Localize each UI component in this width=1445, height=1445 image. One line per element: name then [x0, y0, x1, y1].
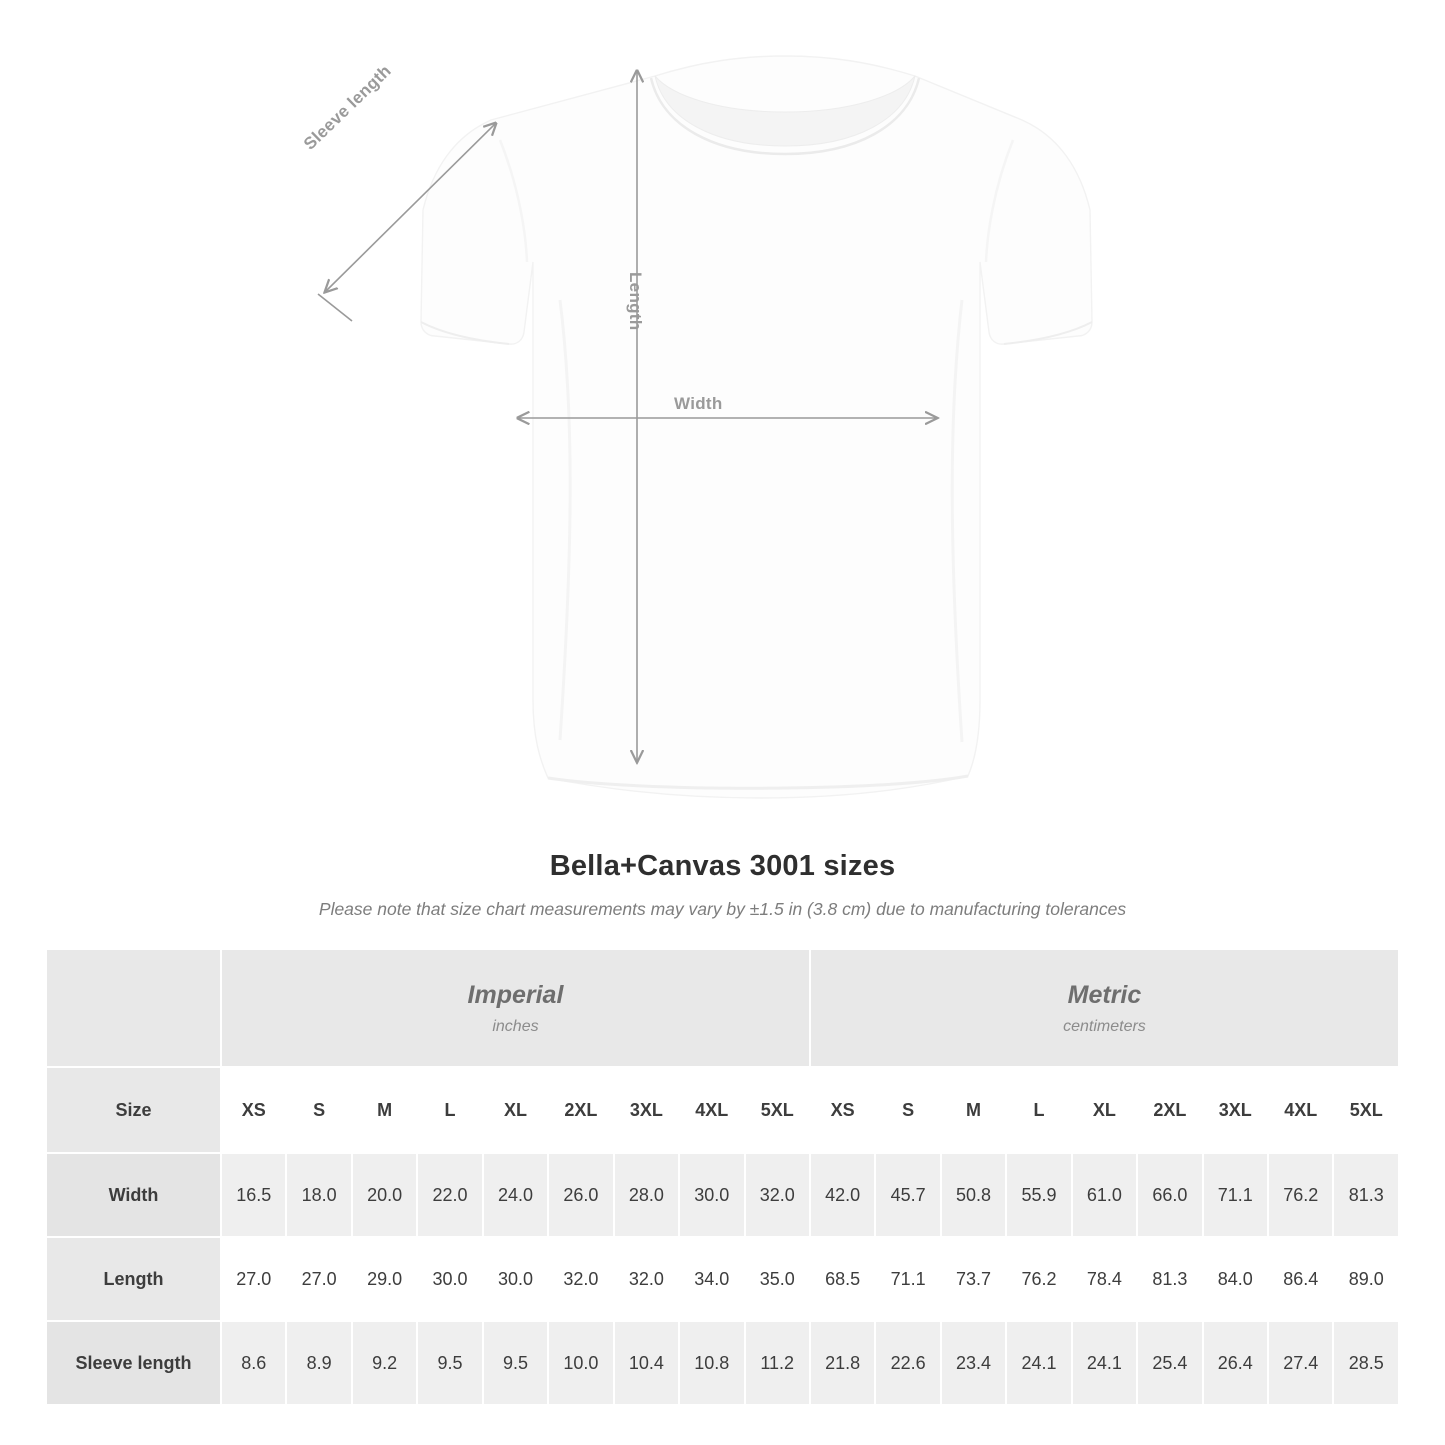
size-col-m-imperial: M — [352, 1067, 417, 1153]
cell-length-0: 27.0 — [221, 1237, 286, 1321]
size-col-m-metric: M — [941, 1067, 1006, 1153]
cell-width-9: 42.0 — [810, 1153, 875, 1237]
size-table-wrapper — [45, 948, 1400, 1406]
cell-width-17: 81.3 — [1333, 1153, 1399, 1237]
size-col-4xl-metric: 4XL — [1268, 1067, 1333, 1153]
width-label: Width — [674, 394, 723, 413]
cell-length-13: 78.4 — [1072, 1237, 1137, 1321]
size-col-s-metric: S — [875, 1067, 940, 1153]
cell-width-13: 61.0 — [1072, 1153, 1137, 1237]
tshirt-shape — [421, 56, 1092, 798]
sleeve-length-label: Sleeve length — [300, 61, 395, 154]
cell-sleeve-12: 24.1 — [1006, 1321, 1071, 1405]
size-col-xl-imperial: XL — [483, 1067, 548, 1153]
row-label-width: Width — [46, 1153, 221, 1237]
cell-sleeve-9: 21.8 — [810, 1321, 875, 1405]
cell-width-0: 16.5 — [221, 1153, 286, 1237]
cell-length-8: 35.0 — [745, 1237, 810, 1321]
tolerance-note: Please note that size chart measurements may vary by ±1.5 in (3.8 cm) due to manufacturing tolerances — [318, 899, 1127, 919]
cell-width-15: 71.1 — [1203, 1153, 1268, 1237]
cell-width-16: 76.2 — [1268, 1153, 1333, 1237]
cell-width-10: 45.7 — [875, 1153, 940, 1237]
size-col-s-imperial: S — [286, 1067, 351, 1153]
unit-metric-sub: centimeters — [1063, 1017, 1146, 1035]
size-col-l-imperial: L — [417, 1067, 482, 1153]
cell-length-10: 71.1 — [875, 1237, 940, 1321]
cell-length-7: 34.0 — [679, 1237, 744, 1321]
cell-sleeve-4: 9.5 — [483, 1321, 548, 1405]
cell-length-14: 81.3 — [1137, 1237, 1202, 1321]
cell-width-14: 66.0 — [1137, 1153, 1202, 1237]
size-header-row — [46, 1067, 1399, 1153]
cell-length-2: 29.0 — [352, 1237, 417, 1321]
cell-width-2: 20.0 — [352, 1153, 417, 1237]
cell-length-5: 32.0 — [548, 1237, 613, 1321]
size-col-5xl-metric: 5XL — [1333, 1067, 1399, 1153]
cell-sleeve-11: 23.4 — [941, 1321, 1006, 1405]
cell-width-6: 28.0 — [614, 1153, 679, 1237]
unit-group-metric — [810, 949, 1399, 1067]
cell-sleeve-8: 11.2 — [745, 1321, 810, 1405]
table-row-sleeve-length — [46, 1321, 1399, 1405]
cell-sleeve-7: 10.8 — [679, 1321, 744, 1405]
size-chart-header — [0, 850, 1445, 920]
length-label: Length — [626, 272, 645, 331]
page-title: Bella+Canvas 3001 sizes — [549, 850, 896, 882]
table-row-width — [46, 1153, 1399, 1237]
row-label-sleeve-length: Sleeve length — [46, 1321, 221, 1405]
cell-length-4: 30.0 — [483, 1237, 548, 1321]
size-col-xs-metric: XS — [810, 1067, 875, 1153]
cell-width-5: 26.0 — [548, 1153, 613, 1237]
cell-length-15: 84.0 — [1203, 1237, 1268, 1321]
cell-width-8: 32.0 — [745, 1153, 810, 1237]
size-col-4xl-imperial: 4XL — [679, 1067, 744, 1153]
cell-sleeve-3: 9.5 — [417, 1321, 482, 1405]
cell-length-11: 73.7 — [941, 1237, 1006, 1321]
size-col-l-metric: L — [1006, 1067, 1071, 1153]
unit-metric-name: Metric — [1067, 980, 1142, 1009]
cell-sleeve-14: 25.4 — [1137, 1321, 1202, 1405]
unit-imperial-name: Imperial — [467, 980, 564, 1009]
size-col-2xl-metric: 2XL — [1137, 1067, 1202, 1153]
cell-width-7: 30.0 — [679, 1153, 744, 1237]
size-col-5xl-imperial: 5XL — [745, 1067, 810, 1153]
cell-sleeve-13: 24.1 — [1072, 1321, 1137, 1405]
unit-group-imperial — [221, 949, 810, 1067]
cell-length-1: 27.0 — [286, 1237, 351, 1321]
cell-length-16: 86.4 — [1268, 1237, 1333, 1321]
size-col-2xl-imperial: 2XL — [548, 1067, 613, 1153]
cell-sleeve-5: 10.0 — [548, 1321, 613, 1405]
size-chart-table — [45, 948, 1400, 1406]
table-corner-cell — [46, 949, 221, 1067]
cell-width-11: 50.8 — [941, 1153, 1006, 1237]
size-col-3xl-metric: 3XL — [1203, 1067, 1268, 1153]
size-row-label: Size — [46, 1067, 221, 1153]
cell-width-4: 24.0 — [483, 1153, 548, 1237]
cell-width-3: 22.0 — [417, 1153, 482, 1237]
cell-sleeve-2: 9.2 — [352, 1321, 417, 1405]
cell-sleeve-16: 27.4 — [1268, 1321, 1333, 1405]
cell-length-17: 89.0 — [1333, 1237, 1399, 1321]
cell-length-6: 32.0 — [614, 1237, 679, 1321]
cell-width-1: 18.0 — [286, 1153, 351, 1237]
cell-sleeve-1: 8.9 — [286, 1321, 351, 1405]
size-col-xs-imperial: XS — [221, 1067, 286, 1153]
table-row-length — [46, 1237, 1399, 1321]
size-col-3xl-imperial: 3XL — [614, 1067, 679, 1153]
cell-length-3: 30.0 — [417, 1237, 482, 1321]
cell-sleeve-17: 28.5 — [1333, 1321, 1399, 1405]
cell-width-12: 55.9 — [1006, 1153, 1071, 1237]
unit-banner-row — [46, 949, 1399, 1067]
cell-length-9: 68.5 — [810, 1237, 875, 1321]
cell-sleeve-15: 26.4 — [1203, 1321, 1268, 1405]
cell-sleeve-6: 10.4 — [614, 1321, 679, 1405]
cell-length-12: 76.2 — [1006, 1237, 1071, 1321]
cell-sleeve-0: 8.6 — [221, 1321, 286, 1405]
unit-imperial-sub: inches — [492, 1017, 539, 1035]
size-col-xl-metric: XL — [1072, 1067, 1137, 1153]
cell-sleeve-10: 22.6 — [875, 1321, 940, 1405]
row-label-length: Length — [46, 1237, 221, 1321]
